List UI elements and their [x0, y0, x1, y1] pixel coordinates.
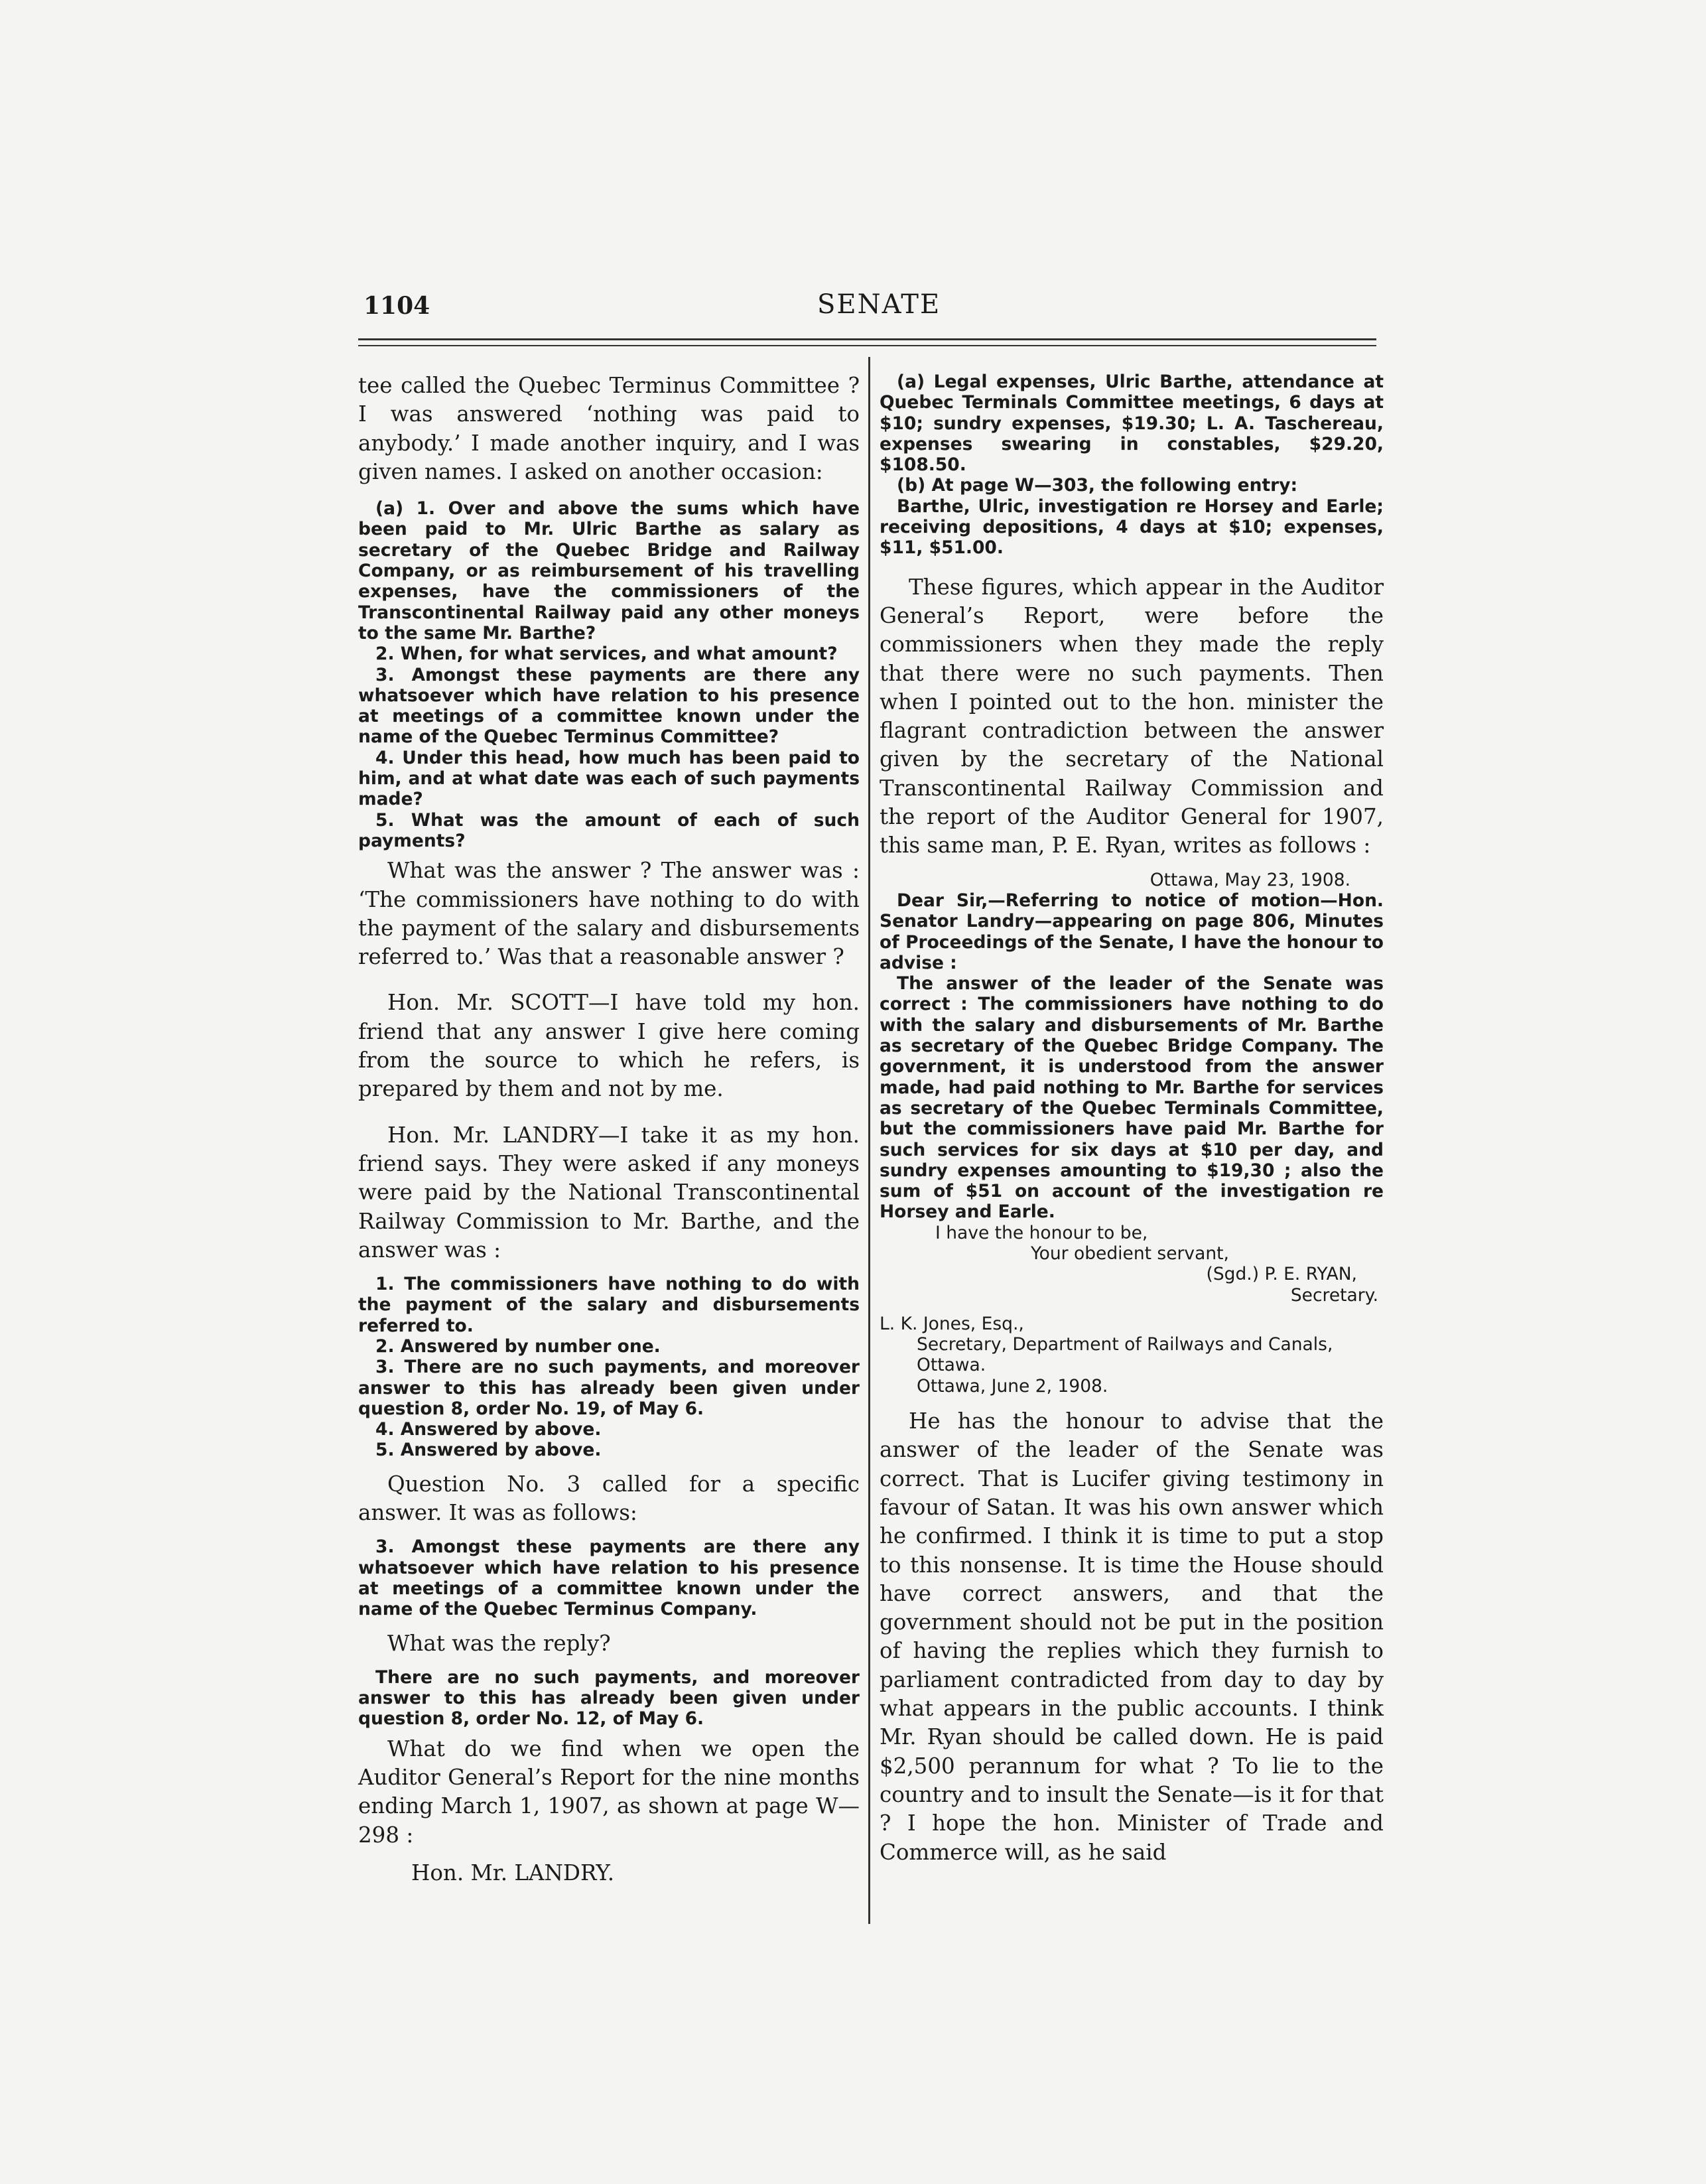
paragraph: Hon. Mr. LANDRY—I take it as my hon. friend says. They were asked if any moneys were paid by the National Transcontinental Railway Commission to Mr. Barthe, and the answer was :	[358, 1122, 860, 1263]
paragraph: He has the honour to advise that the answer of the leader of the Senate was correct. That is Lucifer giving testimony in favour of Satan. It was his own answer which he confirmed. I think it is time to put a stop to this nonsense. It is time the House should have correct answers, and that the government should not be put in the position of having the replies which they furnish to parliament contradicted from day to day by what appears in the public accounts. I think Mr. Ryan should be called down. He is paid $2,500 perannum for what ? To lie to the country and to insult the Senate—is it for that ? I hope the hon. Minister of Trade and Commerce will, as he said	[880, 1408, 1384, 1865]
letter-address: L. K. Jones, Esq.,	[880, 1313, 1024, 1334]
entry-item: (b) At page W—303, the following entry:	[897, 475, 1298, 496]
paragraph: What was the answer ? The answer was : ‘The commissioners have nothing to do with the payment of the salary and disbursements referred to.’ Was that a reasonable answer ?	[358, 858, 860, 970]
letter-closing: I have the honour to be,	[935, 1222, 1148, 1243]
reply-item: There are no such payments, and moreover answer to this has already been given under question 8, order No. 12, of May 6.	[358, 1667, 860, 1730]
column-divider	[868, 357, 870, 1924]
letter-address: Ottawa, June 2, 1908.	[917, 1375, 1108, 1397]
question-item: 3. Amongst these payments are there any whatsoever which have relation to his presence at meetings of a committee known under the name of the Quebec Terminus Company.	[358, 1536, 860, 1620]
left-column	[358, 372, 860, 1887]
header-rule-top	[358, 338, 1376, 340]
letter-closing: Your obedient servant,	[1031, 1243, 1229, 1264]
letter-address: Secretary, Department of Railways and Canals, Ottawa.	[917, 1334, 1333, 1376]
question-item: 2. When, for what services, and what amount?	[375, 644, 838, 665]
letter-dateline: Ottawa, May 23, 1908.	[1149, 869, 1350, 890]
question-item: 4. Under this head, how much has been paid to him, and at what date was each of such payments made?	[358, 747, 860, 810]
paragraph: Hon. Mr. SCOTT—I have told my hon. friend that any answer I give here coming from the source to which he refers, is prepared by them and not by me.	[358, 990, 860, 1102]
paragraph: These figures, which appear in the Auditor General’s Report, were before the commissioners when they made the reply that there were no such payments. Then when I pointed out to the hon. minister the flagrant contradiction between the answer given by the secretary of the National Transcontinental Railway Commission and the report of the Auditor General for 1907, this same man, P. E. Ryan, writes as follows :	[880, 574, 1384, 858]
paragraph: What was the reply?	[387, 1630, 611, 1656]
entry-item: (a) Legal expenses, Ulric Barthe, attendance at Quebec Terminals Committee meetings, 6 days at $10; sundry expenses, $19.30; L. A. Taschereau, expenses swearing in constables, $29.20, $108.50.	[880, 372, 1384, 476]
answer-item: 3. There are no such payments, and moreover answer to this has already been given under question 8, order No. 19, of May 6.	[358, 1357, 860, 1419]
question-item: 5. What was the amount of each of such payments?	[358, 809, 860, 851]
answer-item: 5. Answered by above.	[375, 1440, 602, 1461]
letter-signature: (Sgd.) P. E. RYAN,	[1206, 1264, 1357, 1285]
column-footer: Hon. Mr. LANDRY.	[411, 1860, 615, 1885]
paragraph: Question No. 3 called for a specific answer. It was as follows:	[358, 1471, 860, 1526]
answer-item: 1. The commissioners have nothing to do with the payment of the salary and disbursements referred to.	[358, 1274, 860, 1336]
answer-item: 4. Answered by above.	[375, 1419, 602, 1440]
question-item: 3. Amongst these payments are there any whatsoever which have relation to his presence at meetings of a committee known under the name of the Quebec Terminus Committee?	[358, 664, 860, 748]
paragraph: What do we find when we open the Auditor General’s Report for the nine months ending March 1, 1907, as shown at page W—298 :	[358, 1736, 860, 1848]
letter-body: The answer of the leader of the Senate was correct : The commissioners have nothing to do with the salary and disbursements of Mr. Barthe as secretary of the Quebec Bridge Company. The government, it is understood from the answer made, had paid nothing to Mr. Barthe for services as secretary of the Quebec Terminals Committee, but the commissioners have paid Mr. Barthe for such services for six days at $10 per day, and sundry expenses amounting to $19,30 ; also the sum of $51 on account of the investigation re Horsey and Earle.	[880, 973, 1384, 1223]
right-column	[880, 372, 1384, 1867]
entry-item: Barthe, Ulric, investigation re Horsey and Earle; receiving depositions, 4 days at $10; expenses, $11, $51.00.	[880, 496, 1384, 559]
page-number: 1104	[363, 292, 430, 320]
question-item: (a) 1. Over and above the sums which have been paid to Mr. Ulric Barthe as salary as secretary of the Quebec Bridge and Railway Company, or as reimbursement of his travelling expenses, have the commissioners of the Transcontinental Railway paid any other moneys to the same Mr. Barthe?	[358, 498, 860, 644]
answer-item: 2. Answered by number one.	[375, 1335, 661, 1357]
paragraph: tee called the Quebec Terminus Committee ? I was answered ‘nothing was paid to anybody.’ I made another inquiry, and I was given names. I asked on another occasion:	[358, 373, 860, 484]
letter-title: Secretary.	[1290, 1284, 1378, 1306]
letter-body: Dear Sir,—Referring to notice of motion—Hon. Senator Landry—appearing on page 806, Minutes of Proceedings of the Senate, I have the honour to advise :	[880, 890, 1384, 973]
running-head: SENATE	[817, 289, 941, 320]
header-rule-bottom	[358, 345, 1376, 346]
